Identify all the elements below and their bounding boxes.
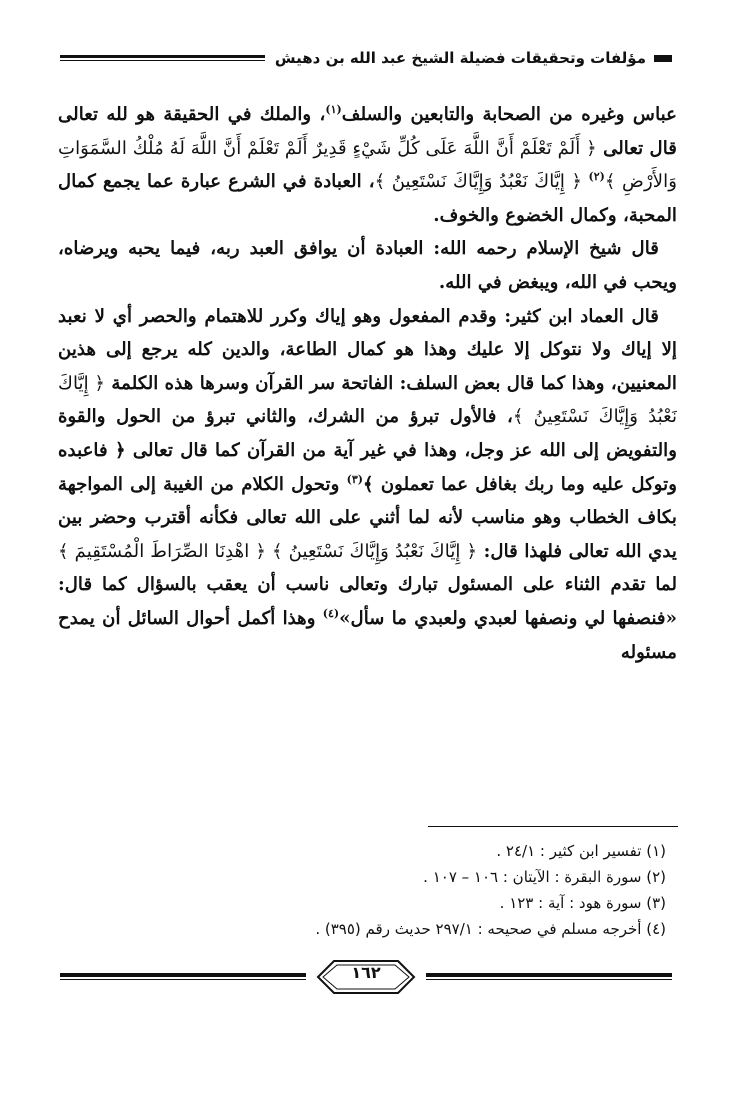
page-footer xyxy=(60,955,672,999)
text-span: ، العبادة في الشرع عبارة عما يجمع كمال المحبة، وكمال الخضوع والخوف. xyxy=(58,171,677,226)
footnote-3: (٣) سورة هود : آية : ١٢٣ . xyxy=(499,894,666,912)
footnote-ref-1: (١) xyxy=(325,102,342,116)
footnote-4: (٤) أخرجه مسلم في صحيحه : ٢٩٧/١ حديث رقم (٣٩٥) . xyxy=(315,920,666,938)
footer-rule-left xyxy=(60,973,306,980)
quran-verse: ﴿ إِيَّاكَ نَعْبُدُ وَإِيَّاكَ نَسْتَعِينُ ﴾ xyxy=(58,372,677,428)
paragraph-2: قال شيخ الإسلام رحمه الله: العبادة أن يوافق العبد ربه، فيما يحبه ويرضاه، ويحب في الله، ويبغض في الله. xyxy=(58,238,677,293)
footnote-1: (١) تفسير ابن كثير : ٢٤/١ . xyxy=(496,842,666,860)
footnotes xyxy=(66,838,666,942)
footnote-2: (٢) سورة البقرة : الآيتان : ١٠٦ – ١٠٧ . xyxy=(423,868,666,886)
text-span: وهذا أكمل أحوال السائل أن يمدح مسئوله xyxy=(58,607,677,663)
text-span: لما تقدم الثناء على المسئول تبارك وتعالى ناسب أن يعقب بالسؤال كما قال: «فنصفها لي ونصفها لعبدي ولعبدي ما سأل» xyxy=(58,574,677,629)
quran-verse: ﴿ أَلَمْ تَعْلَمْ أَنَّ اللَّهَ عَلَى كُلِّ شَيْءٍ قَدِيرٌ أَلَمْ تَعْلَمْ أَنَّ اللَّهَ لَهُ مُلْكُ السَّمَوَاتِ وَالأَرْضِ ﴾ xyxy=(58,137,677,193)
quran-verse: ﴿ فاعبده وتوكل عليه وما ربك بغافل عما تعملون ﴾ xyxy=(58,439,677,495)
footnote-ref-2: (٢) xyxy=(588,170,605,184)
footnote-ref-4: (٤) xyxy=(322,606,340,620)
text-span: ، والملك في الحقيقة هو لله تعالى قال تعالى xyxy=(58,104,677,159)
header-rule-end xyxy=(654,55,672,62)
footnote-separator xyxy=(428,826,678,827)
text-span: وتحول الكلام من الغيبة إلى المواجهة بكاف الخطاب وهو مناسب لأنه لما أثني على الله تعالى فكأنه أقترب وحضر بين يدي الله تعالى فلهذا قال: xyxy=(58,473,677,562)
text-span: ، فالأول تبرؤ من الشرك، والثاني تبرؤ من الحول والقوة والتفويض إلى الله عز وجل، وهذا في غير آية من القرآن كما قال تعالى xyxy=(58,406,677,461)
text-span: عباس وغيره من الصحابة والتابعين والسلف xyxy=(341,104,678,125)
page-number: ١٦٢ xyxy=(351,963,381,982)
quran-verse: ﴿ إِيَّاكَ نَعْبُدُ وَإِيَّاكَ نَسْتَعِينُ ﴾ xyxy=(374,171,589,193)
text-span: قال العماد ابن كثير: وقدم المفعول وهو إياك وكرر للاهتمام والحصر أي لا نعبد إلا إياك ولا نتوكل إلا عليك وهذا هو كمال الطاعة، والدين كله يرجع إلى هذين المعنيين، وهذا كما قال بعض السلف: الفاتحة سر القرآن وسرها هذه الكلمة xyxy=(58,305,677,394)
footnote-ref-3: (٣) xyxy=(346,472,363,486)
quran-verse: ﴿ اهْدِنَا الصِّرَاطَ الْمُسْتَقِيمَ ﴾ xyxy=(58,540,272,562)
paragraph-1 xyxy=(58,98,677,232)
quran-verse: ﴿ إِيَّاكَ نَعْبُدُ وَإِيَّاكَ نَسْتَعِينُ ﴾ xyxy=(271,540,478,562)
main-text xyxy=(58,98,677,669)
paragraph-3 xyxy=(58,300,677,670)
header-title: مؤلفات وتحقيقات فضيلة الشيخ عبد الله بن دهيش xyxy=(274,49,646,67)
footer-rule-right xyxy=(426,973,672,980)
header-rule xyxy=(60,55,265,61)
running-header xyxy=(60,40,672,76)
